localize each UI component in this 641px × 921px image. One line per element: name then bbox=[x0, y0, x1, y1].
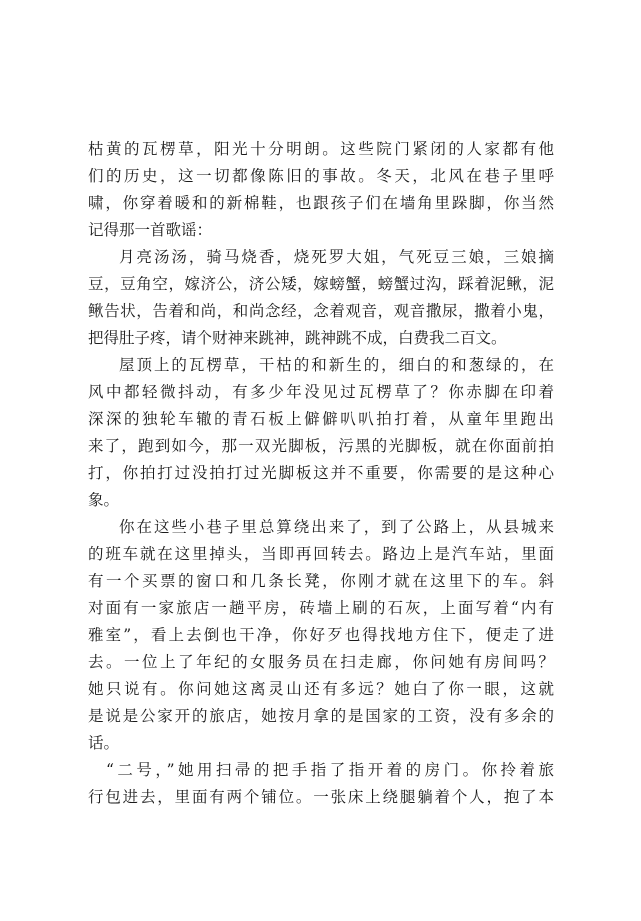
text-line: 的班车就在这里掉头，当即再回转去。路边上是汽车站，里面 bbox=[88, 545, 554, 563]
text-line: 深深的独轮车辙的青石板上僻僻叭叭拍打着，从童年里跑出 bbox=[88, 410, 554, 428]
text-line: 你在这些小巷子里总算绕出来了，到了公路上，从县城来 bbox=[119, 518, 554, 536]
document-page bbox=[88, 136, 554, 811]
text-line: 把得肚子疼，请个财神来跳神，跳神跳不成，白费我二百文。 bbox=[88, 329, 507, 347]
text-line: 记得那一首歌谣： bbox=[88, 221, 213, 239]
text-line: 鳅告状，告着和尚，和尚念经，念着观音，观音撒尿，撒着小鬼， bbox=[88, 302, 554, 320]
text-line: 风中都轻微抖动，有多少年没见过瓦楞草了？你赤脚在印着 bbox=[88, 383, 554, 401]
text-line: 是说是公家开的旅店，她按月拿的是国家的工资，没有多余的 bbox=[88, 707, 554, 725]
text-line: 对面有一家旅店一趟平房，砖墙上刷的石灰，上面写着“内有 bbox=[88, 599, 554, 617]
text-line: 有一个买票的窗口和几条长凳，你刚才就在这里下的车。斜 bbox=[88, 572, 554, 590]
text-line: 去。一位上了年纪的女服务员在扫走廊，你问她有房间吗？ bbox=[88, 653, 554, 671]
text-line: 豆，豆角空，嫁济公，济公矮，嫁螃蟹，螃蟹过沟，踩着泥鳅，泥 bbox=[88, 275, 554, 293]
text-line: “二号，”她用扫帚的把手指了指开着的房门。你拎着旅 bbox=[106, 761, 554, 779]
text-line: 象。 bbox=[88, 491, 120, 509]
text-line: 们的历史，这一切都像陈旧的事故。冬天，北风在巷子里呼 bbox=[88, 167, 554, 185]
text-line: 来了，跑到如今，那一双光脚板，污黑的光脚板，就在你面前拍 bbox=[88, 437, 554, 455]
text-line: 打，你拍打过没拍打过光脚板这并不重要，你需要的是这种心 bbox=[88, 464, 554, 482]
text-line: 雅室”，看上去倒也干净，你好歹也得找地方住下，便走了进 bbox=[88, 626, 554, 644]
text-line: 屋顶上的瓦楞草，干枯的和新生的，细白的和葱绿的，在 bbox=[119, 356, 554, 374]
text-line: 话。 bbox=[88, 734, 120, 752]
text-line: 月亮汤汤，骑马烧香，烧死罗大姐，气死豆三娘，三娘摘 bbox=[119, 248, 554, 266]
text-line: 啸，你穿着暖和的新棉鞋，也跟孩子们在墙角里跺脚，你当然 bbox=[88, 194, 554, 212]
text-line: 她只说有。你问她这离灵山还有多远？她白了你一眼，这就 bbox=[88, 680, 554, 698]
text-line: 行包进去，里面有两个铺位。一张床上绕腿躺着个人，抱了本 bbox=[88, 788, 554, 806]
text-line: 枯黄的瓦楞草，阳光十分明朗。这些院门紧闭的人家都有他 bbox=[88, 140, 554, 158]
